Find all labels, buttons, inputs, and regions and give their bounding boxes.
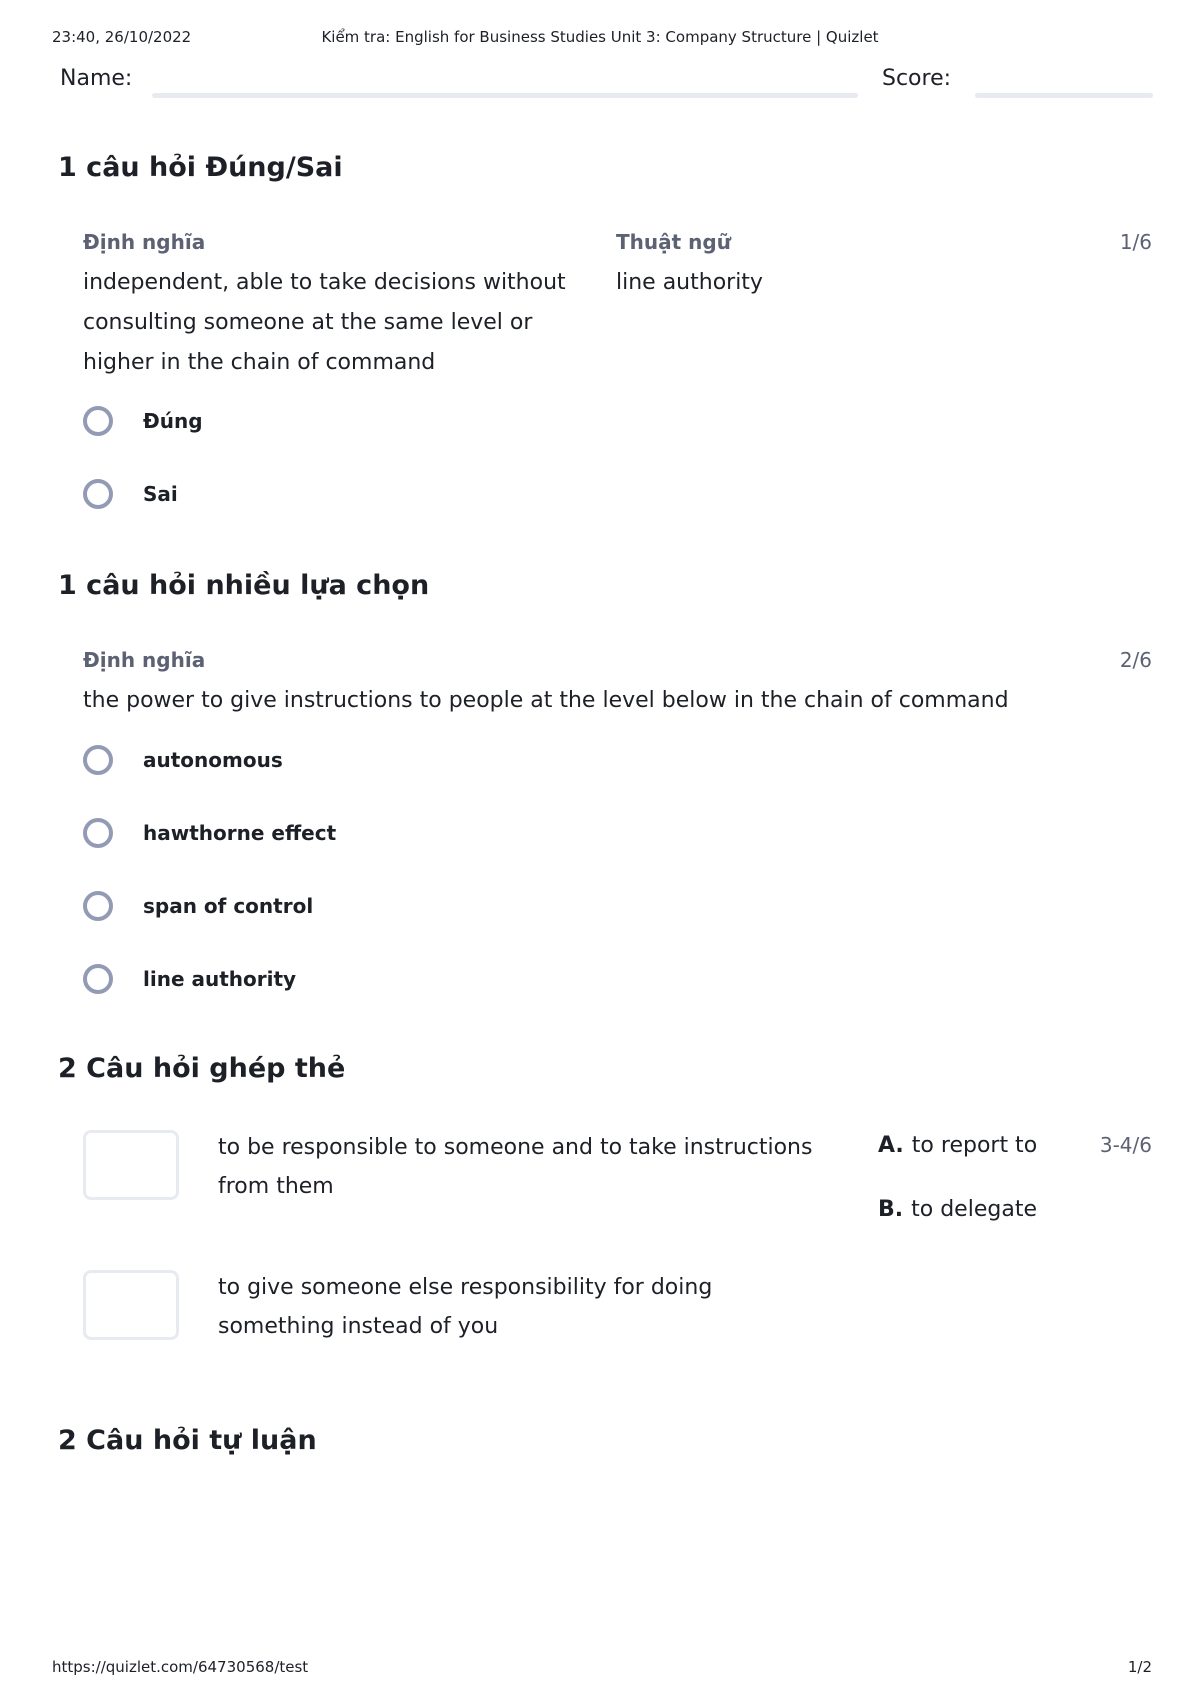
option-label: hawthorne effect [143, 821, 337, 845]
name-field[interactable] [152, 93, 858, 98]
answer-letter: B. [878, 1197, 904, 1222]
radio-button[interactable] [83, 818, 113, 848]
term-text: line authority [616, 270, 763, 295]
option-span-of-control[interactable] [83, 891, 313, 921]
match-answer-option [878, 1133, 1037, 1158]
definition-text [83, 263, 603, 383]
section-title-true-false: 1 câu hỏi Đúng/Sai [58, 152, 343, 183]
prompt-line: something instead of you [218, 1314, 499, 1339]
match-answer-option [878, 1197, 1037, 1222]
option-label: autonomous [143, 748, 283, 772]
answer-text: to delegate [911, 1197, 1037, 1222]
term-label: Thuật ngữ [616, 230, 731, 254]
option-label: line authority [143, 967, 297, 991]
definition-label: Định nghĩa [83, 230, 206, 254]
option-true[interactable] [83, 406, 203, 436]
name-label: Name: [60, 66, 133, 91]
match-answer-box[interactable] [83, 1270, 179, 1340]
option-false[interactable] [83, 479, 178, 509]
question-counter: 1/6 [1119, 230, 1152, 254]
definition-line: independent, able to take decisions without [83, 270, 566, 295]
prompt-line: from them [218, 1174, 334, 1199]
option-label: span of control [143, 894, 314, 918]
match-prompt [218, 1268, 838, 1346]
option-autonomous[interactable] [83, 745, 283, 775]
prompt-line: to be responsible to someone and to take instructions [218, 1135, 813, 1160]
print-page-number: 1/2 [1127, 1658, 1152, 1676]
radio-button[interactable] [83, 479, 113, 509]
match-answer-box[interactable] [83, 1130, 179, 1200]
score-label: Score: [882, 66, 952, 91]
answer-letter: A. [878, 1133, 904, 1158]
score-field[interactable] [975, 93, 1153, 98]
radio-button[interactable] [83, 406, 113, 436]
definition-line: consulting someone at the same level or [83, 310, 533, 335]
question-counter: 2/6 [1119, 648, 1152, 672]
print-datetime: 23:40, 26/10/2022 [52, 28, 192, 46]
question-counter: 3-4/6 [1099, 1133, 1152, 1157]
section-title-multiple-choice: 1 câu hỏi nhiều lựa chọn [58, 570, 430, 601]
print-url: https://quizlet.com/64730568/test [52, 1658, 309, 1676]
definition-label: Định nghĩa [83, 648, 206, 672]
option-label: Sai [143, 482, 178, 506]
option-label: Đúng [143, 409, 203, 433]
answer-text: to report to [911, 1133, 1038, 1158]
radio-button[interactable] [83, 891, 113, 921]
radio-button[interactable] [83, 745, 113, 775]
prompt-line: to give someone else responsibility for doing [218, 1275, 713, 1300]
definition-text: the power to give instructions to people at the level below in the chain of command [83, 688, 1009, 713]
definition-line: higher in the chain of command [83, 350, 436, 375]
option-line-authority[interactable] [83, 964, 296, 994]
section-title-matching: 2 Câu hỏi ghép thẻ [58, 1053, 346, 1084]
section-title-written: 2 Câu hỏi tự luận [58, 1425, 317, 1456]
option-hawthorne-effect[interactable] [83, 818, 336, 848]
print-title: Kiểm tra: English for Business Studies Unit 3: Company Structure | Quizlet [321, 28, 879, 46]
match-prompt [218, 1128, 838, 1206]
radio-button[interactable] [83, 964, 113, 994]
